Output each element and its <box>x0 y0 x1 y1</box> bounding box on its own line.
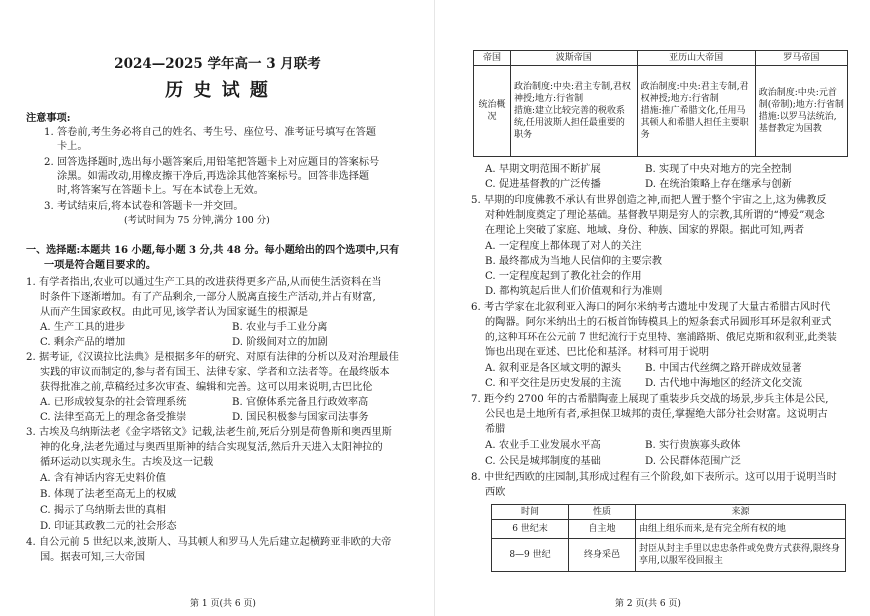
option: C. 剩余产品的增加 <box>40 337 126 348</box>
option: A. 生产工具的进步 <box>40 322 126 333</box>
subject-title: 历 史 试 题 <box>165 80 270 101</box>
table-cell: 自主地 <box>569 520 636 539</box>
table-cell: 封臣从封主手里以忠忠条件或免费方式获得,限终身享用,以服军役回报主 <box>636 539 846 572</box>
table-header-row <box>474 51 848 66</box>
question-line: 神的化身,法老先通过与奥西里斯神的结合实现复活,然后升天进入太阳神拉的 <box>40 442 383 453</box>
page-footer: 第 1 页(共 6 页) <box>190 599 256 609</box>
option: D. 印证其政教二元的社会形态 <box>40 521 177 532</box>
table-cell: 政治制度:中央:元首制(帝制);地方:行省制 措施:以罗马法统治,基督教定为国教 <box>755 66 847 157</box>
option: D. 在统治策略上存在继承与创新 <box>645 179 792 190</box>
question-line: 公民也是土地所有者,承担保卫城邦的责任,掌握绝大部分社会财富。这说明古 <box>485 409 828 420</box>
option: B. 实行贵族寡头政体 <box>645 440 741 451</box>
section-heading: 一项是符合题目要求的。 <box>44 259 157 271</box>
option: C. 促进基督教的广泛传播 <box>485 179 601 190</box>
table-header-cell: 亚历山大帝国 <box>637 51 755 66</box>
exam-title: 2024—2025 学年高一 3 月联考 <box>114 56 321 72</box>
question-line: 西欧 <box>485 487 506 498</box>
question-line: 8. 中世纪西欧的庄园制,其形成过程有三个阶段,如下表所示。这可以用于说明当时 <box>471 472 837 483</box>
table-header-cell: 帝国 <box>474 51 511 66</box>
notice-line: 2. 回答选择题时,选出每小题答案后,用铅笔把答题卡上对应题目的答案标号 <box>44 157 380 168</box>
question-line: 5. 早期的印度佛教不承认有世界创造之神,而把人置于整个宇宙之上,这为佛教反 <box>471 195 827 206</box>
option: A. 农业手工业发展水平高 <box>485 440 601 451</box>
notice-heading: 注意事项: <box>26 112 71 124</box>
option: A. 叙利亚是各区域文明的源头 <box>485 363 622 374</box>
option: A. 已形成较复杂的社会管理系统 <box>40 397 187 408</box>
table-header-cell: 时间 <box>492 505 569 520</box>
option: B. 农业与手工业分离 <box>232 322 328 333</box>
notice-line: 时,将答案写在答题卡上。写在本试卷上无效。 <box>57 185 264 196</box>
question-line: 希腊 <box>485 424 506 435</box>
question-line: 在理论上突破了家庭、地域、身份、种族、国家的界限。据此可知,两者 <box>485 225 805 236</box>
row-label: 统治概况 <box>474 66 511 157</box>
table-cell: 政治制度:中央:君主专制,君权神授;地方:行省制 措施:推广希腊文化,任用马其顿人和希腊人担任主要职务 <box>637 66 755 157</box>
notice-line: 3. 考试结束后,将本试卷和答题卡一并交回。 <box>44 201 244 212</box>
table-cell: 政治制度:中央:君主专制,君权神授;地方:行省制 措施:建立比较完善的税收系统,任用波斯人担任最重要的职务 <box>511 66 638 157</box>
option: D. 阶级间对立的加剧 <box>232 337 328 348</box>
option: C. 揭示了乌纳斯去世的真相 <box>40 505 166 516</box>
question-line: 实践的审议而制定的,参与者有国王、法律专家、学者和立法者等。在最终版本 <box>40 367 390 378</box>
question-line: 6. 考古学家在北叙利亚入海口的阿尔米纳考古遗址中发现了大量古希腊古风时代 <box>471 302 831 313</box>
table-cell: 由组上组乐而来,是有完全所有权的地 <box>636 520 846 539</box>
table-cell: 8—9 世纪 <box>492 539 569 572</box>
question-line: 对种姓制度奠定了理论基础。基督教早期是穷人的宗教,其所谓的“博爱”观念 <box>485 210 825 221</box>
notice-line: 涂黑。如需改动,用橡皮擦干净后,再选涂其他答案标号。回答非选择题 <box>57 171 370 182</box>
option: C. 法律至高无上的理念备受推崇 <box>40 412 187 423</box>
option: A. 含有神话内容无史料价值 <box>40 473 166 484</box>
page-footer: 第 2 页(共 6 页) <box>615 599 681 609</box>
question-line: 从而产生国家政权。由此可见,该学者认为国家诞生的根源是 <box>40 307 309 318</box>
table-cell: 终身采邑 <box>569 539 636 572</box>
section-heading: 一、选择题:本题共 16 小题,每小题 3 分,共 48 分。每小题给出的四个选项中,只有 <box>26 245 400 256</box>
option: C. 公民是城邦制度的基础 <box>485 456 601 467</box>
table-row <box>492 520 846 539</box>
option: D. 都构筑起后世人们价值观和行为准则 <box>485 286 663 297</box>
manor-table <box>491 504 846 572</box>
table-header-cell: 性质 <box>569 505 636 520</box>
question-line: 4. 自公元前 5 世纪以来,波斯人、马其顿人和罗马人先后建立起横跨亚非欧的大帝 <box>26 537 392 548</box>
option: A. 一定程度上都体现了对人的关注 <box>485 241 642 252</box>
table-header-cell: 来源 <box>636 505 846 520</box>
option: C. 一定程度起到了教化社会的作用 <box>485 271 642 282</box>
option: D. 公民群体范围广泛 <box>645 456 741 467</box>
question-line: 饰也出现在亚述、巴比伦和基泽。材料可用于说明 <box>485 347 710 358</box>
question-line: 7. 距今约 2700 年的古希腊陶壶上展现了重装步兵交战的场景,步兵主体是公民, <box>471 394 829 405</box>
time-note: (考试时间为 75 分钟,满分 100 分) <box>124 215 270 226</box>
table-header-row <box>492 505 846 520</box>
question-line: 国。据表可知,三大帝国 <box>40 552 146 563</box>
option: B. 中国古代丝绸之路开辟成效显著 <box>645 363 802 374</box>
option: B. 官僚体系完备且行政效率高 <box>232 397 369 408</box>
table-cell: 6 世纪末 <box>492 520 569 539</box>
notice-line: 1. 答卷前,考生务必将自己的姓名、考生号、座位号、准考证号填写在答题 <box>44 127 377 138</box>
table-header-cell: 波斯帝国 <box>511 51 638 66</box>
option: A. 早期文明范围不断扩展 <box>485 164 601 175</box>
question-line: 获得批准之前,草稿经过多次审查、编辑和完善。这可以用来说明,古巴比伦 <box>40 382 373 393</box>
empire-table <box>473 50 848 157</box>
table-row <box>474 66 848 157</box>
option: C. 和平交往是历史发展的主流 <box>485 378 622 389</box>
question-line: 1. 有学者指出,农业可以通过生产工具的改进获得更多产品,从而使生活资料在当 <box>26 277 382 288</box>
question-line: 2. 据考证,《汉谟拉比法典》是根据多年的研究、对原有法律的分析以及对治理最佳 <box>26 352 399 363</box>
option: D. 古代地中海地区的经济文化交流 <box>645 378 802 389</box>
question-line: 的陶器。阿尔米纳出土的石板首饰铸模具上的短条套式吊圆形耳环是叙利亚式 <box>485 317 832 328</box>
table-header-cell: 罗马帝国 <box>755 51 847 66</box>
option: B. 体现了法老至高无上的权威 <box>40 489 177 500</box>
page-2 <box>435 0 870 616</box>
option: D. 国民积极参与国家司法事务 <box>232 412 369 423</box>
table-row <box>492 539 846 572</box>
option: B. 实现了中央对地方的完全控制 <box>645 164 792 175</box>
question-line: 循环运动以实现永生。古埃及这一记载 <box>40 457 214 468</box>
notice-line: 卡上。 <box>57 141 88 152</box>
question-line: 的,这种耳环在公元前 7 世纪流行于克里特、塞浦路斯、俄尼克斯和叙利亚,此类装 <box>485 332 837 343</box>
question-line: 时条件下逐渐增加。有了产品剩余,一部分人脱离直接生产活动,并占有财富, <box>40 292 376 303</box>
question-line: 3. 古埃及乌纳斯法老《金字塔铭文》记载,法老生前,死后分别是荷鲁斯和奥西里斯 <box>26 427 392 438</box>
option: B. 最终都成为当地人民信仰的主要宗教 <box>485 256 662 267</box>
